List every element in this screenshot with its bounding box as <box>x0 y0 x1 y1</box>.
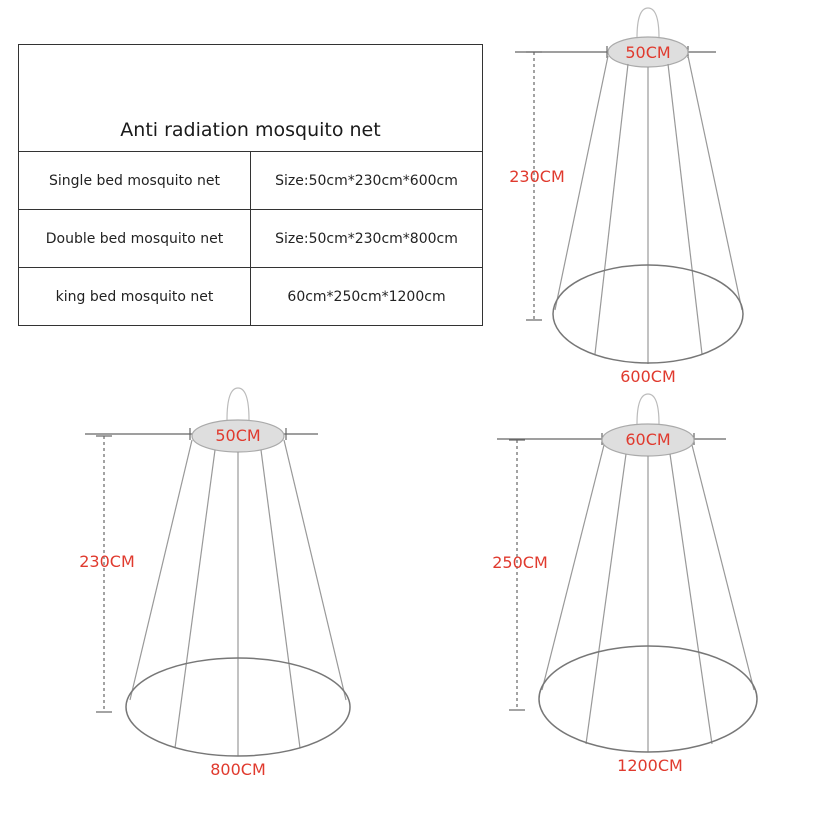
height-label: 230CM <box>509 167 565 186</box>
bottom-width-label: 600CM <box>620 367 676 386</box>
row-size: Size:50cm*230cm*600cm <box>251 152 483 210</box>
top-width-label: 60CM <box>625 430 671 449</box>
height-label: 250CM <box>492 553 548 572</box>
row-size: 60cm*250cm*1200cm <box>251 268 483 326</box>
row-name: Double bed mosquito net <box>19 210 251 268</box>
row-name: king bed mosquito net <box>19 268 251 326</box>
top-width-label: 50CM <box>625 43 671 62</box>
top-width-label: 50CM <box>215 426 261 445</box>
hanging-loop <box>637 8 659 38</box>
height-label: 230CM <box>79 552 135 571</box>
row-name: Single bed mosquito net <box>19 152 251 210</box>
bottom-width-label: 800CM <box>210 760 266 779</box>
hanging-loop <box>227 388 249 420</box>
bottom-width-label: 1200CM <box>617 756 683 775</box>
row-size: Size:50cm*230cm*800cm <box>251 210 483 268</box>
hanging-loop <box>637 394 659 424</box>
table-title: Anti radiation mosquito net <box>19 45 483 152</box>
